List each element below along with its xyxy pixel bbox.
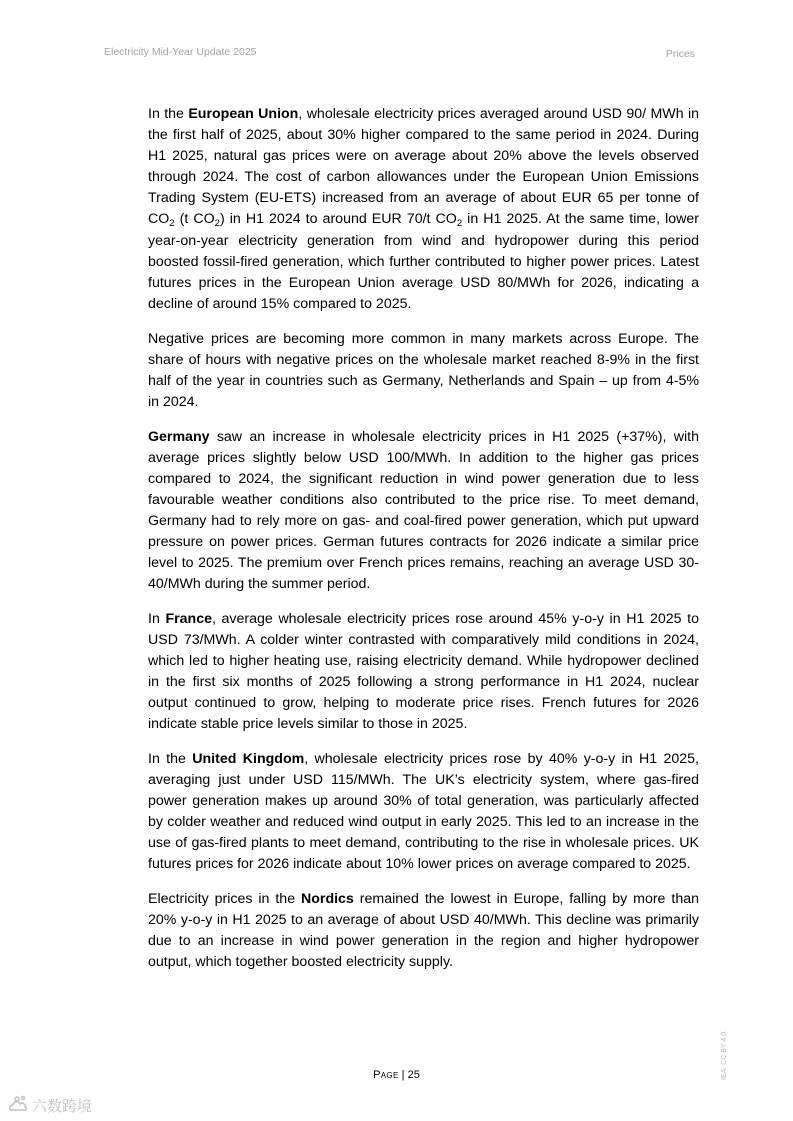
watermark (8, 1093, 108, 1117)
text-run: In the (148, 751, 193, 767)
running-header-title: Electricity Mid-Year Update 2025 (104, 46, 257, 58)
bold-term-european-union: European Union (188, 106, 299, 122)
running-header-section: Prices (665, 48, 695, 60)
text-run: Electricity prices in the (148, 891, 302, 907)
subscript: 2 (214, 218, 220, 229)
text-run: in H1 2025. At the same time, lower year-on-year electricity generation from wind and hydropower during this period boosted fossil-fired generation, which further contributed to higher power prices. Latest futures prices in the European Union average USD 80/MWh for 2026, indicating a decline of around 15% compared to 2025. (148, 211, 699, 312)
paragraph-france (148, 609, 699, 735)
watermark-text: 六数跨境 (32, 1097, 93, 1115)
bold-term-germany: Germany (148, 429, 210, 445)
license-notice: IEA. CC BY 4.0. (721, 1029, 728, 1080)
paragraph-united-kingdom (148, 749, 699, 875)
paragraph-nordics (148, 889, 699, 973)
text-run: , average wholesale electricity prices rose around 45% y-o-y in H1 2025 to USD 73/MWh. A colder winter contrasted with comparatively mild conditions in 2024, which led to higher heating use, raising electricity demand. While hydropower declined in the first six months of 2025 following a strong performance in H1 2024, nuclear output continued to grow, helping to moderate price rises. French futures for 2026 indicate stable price levels similar to those in 2025. (148, 611, 699, 732)
text-run: , wholesale electricity prices rose by 40% y-o-y in H1 2025, averaging just under USD 115/MWh. The UK’s electricity system, where gas-fired power generation makes up around 30% of total generation, was particularly affected by colder weather and reduced wind output in early 2025. This led to an increase in the use of gas-fired plants to meet demand, contributing to the rise in wholesale prices. UK futures prices for 2026 indicate about 10% lower prices on average compared to 2025. (148, 751, 699, 872)
subscript: 2 (169, 218, 175, 229)
page-number (0, 1069, 793, 1081)
text-run: Negative prices are becoming more common in many markets across Europe. The share of hours with negative prices on the wholesale market reached 8-9% in the first half of the year in countries such as Germany, Netherlands and Spain – up from 4-5% in 2024. (148, 331, 699, 410)
subscript: 2 (456, 218, 463, 229)
paragraph-germany (148, 427, 699, 595)
text-run: remained the lowest in Europe, falling by more than 20% y-o-y in H1 2025 to an average of about USD 40/MWh. This decline was primarily due to an increase in wind power generation in the region and higher hydropower output, which together boosted electricity supply. (148, 891, 699, 970)
paragraph-negative-prices (148, 329, 699, 413)
body-text (148, 104, 699, 987)
paragraph-european-union (148, 104, 699, 315)
text-run: In the (148, 106, 189, 122)
text-run: , wholesale electricity prices averaged around USD 90/ MWh in the first half of 2025, about 30% higher compared to the same period in 2024. During H1 2025, natural gas prices were on average about 20% above the levels observed through 2024. The cost of carbon allowances under the European Union Emissions Trading System (EU-ETS) increased from an average of about EUR 65 per tonne of CO (148, 106, 700, 227)
page-separator: | (398, 1069, 408, 1081)
text-run: (t CO (174, 211, 215, 227)
text-run: saw an increase in wholesale electricity prices in H1 2025 (+37%), with average prices slightly below USD 100/MWh. In addition to the higher gas prices compared to 2024, the significant reduction in wind power generation due to less favourable weather conditions also contributed to the price rise. To meet demand, Germany had to rely more on gas- and coal-fired power generation, which put upward pressure on power prices. German futures contracts for 2026 indicate a similar price level to 2025. The premium over French prices remains, reaching an average USD 30-40/MWh during the summer period. (148, 429, 699, 592)
page-number-value: 25 (407, 1069, 420, 1081)
bold-term-france: France (165, 611, 212, 627)
bold-term-united-kingdom: United Kingdom (192, 751, 305, 767)
page-label: Page (373, 1069, 399, 1081)
bold-term-nordics: Nordics (301, 891, 354, 907)
text-run: In (148, 611, 166, 627)
cloud-logo-icon (10, 1097, 27, 1111)
text-run: ) in H1 2024 to around EUR 70/t CO (219, 211, 457, 227)
